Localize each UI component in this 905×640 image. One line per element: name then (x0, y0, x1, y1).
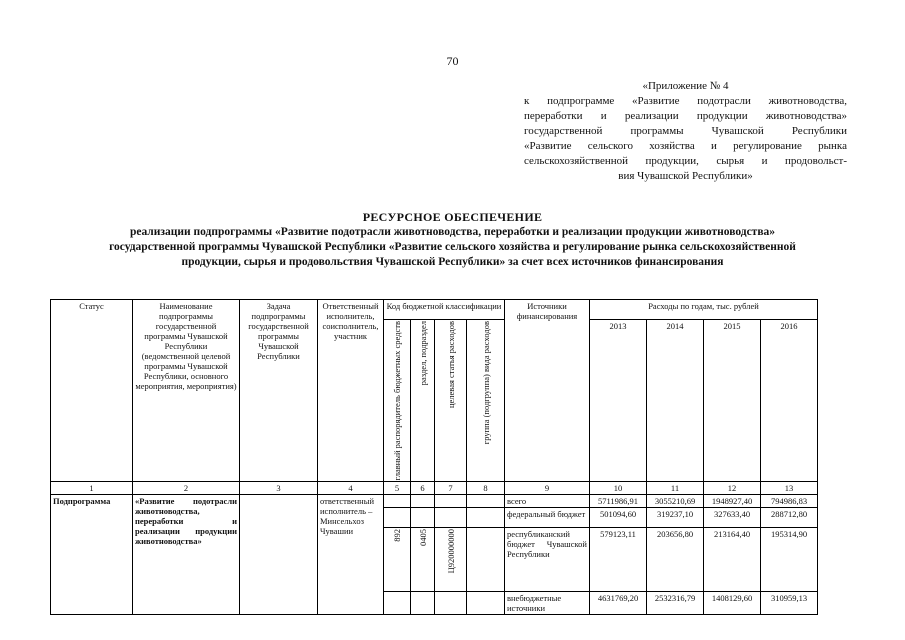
code-cell (411, 592, 435, 615)
source-federal: федеральный бюджет (505, 508, 590, 528)
annex-line-5: «Развитие сельского хозяйства и регулирование рынка (524, 140, 847, 152)
value-cell: 310959,13 (761, 592, 818, 615)
header-section (411, 320, 435, 482)
value-cell: 319237,10 (647, 508, 704, 528)
header-year-2015: 2015 (704, 320, 761, 482)
annex-line-6: сельскохозяйственной продукции, сырья и продовольст- (524, 155, 847, 167)
header-name: Наименование подпрограммы государственной программы Чувашской Республики (ведомственной целевой программы Чувашской Республики, основного мероприятия, мероприятия) (133, 300, 240, 482)
row-name: «Развитие подотрасли животноводства, переработки и реализации продукции животноводства» (133, 495, 240, 615)
value-cell: 288712,80 (761, 508, 818, 528)
value-cell: 1408129,60 (704, 592, 761, 615)
source-total: всего (505, 495, 590, 508)
code-section-value: 0405 (417, 529, 428, 547)
column-number: 3 (240, 482, 318, 495)
header-responsible: Ответственный исполнитель, соисполнитель, участник (318, 300, 384, 482)
value-cell: 5711986,91 (590, 495, 647, 508)
header-grbs-label: главный распорядитель бюджетных средств (392, 321, 402, 481)
code-section (411, 528, 435, 592)
header-target-label: целевая статья расходов (445, 321, 456, 409)
value-cell: 794986,83 (761, 495, 818, 508)
value-cell: 327633,40 (704, 508, 761, 528)
value-cell: 3055210,69 (647, 495, 704, 508)
page-number: 70 (446, 54, 459, 68)
header-grbs (384, 320, 411, 482)
column-number: 9 (505, 482, 590, 495)
code-cell (435, 508, 467, 528)
value-cell: 4631769,20 (590, 592, 647, 615)
row-responsible: ответственный исполнитель – Минсельхоз Чувашии (318, 495, 384, 615)
code-cell (411, 508, 435, 528)
code-cell (384, 508, 411, 528)
code-cell (467, 495, 505, 508)
column-number: 2 (133, 482, 240, 495)
column-number: 5 (384, 482, 411, 495)
source-republic: республиканский бюджет Чувашской Республики (505, 528, 590, 592)
column-number: 11 (647, 482, 704, 495)
code-grbs-value: 892 (392, 529, 402, 543)
resource-table (50, 299, 818, 615)
header-expenses: Расходы по годам, тыс. рублей (590, 300, 818, 320)
column-number-row (51, 482, 818, 495)
code-cell (384, 495, 411, 508)
value-cell: 2532316,79 (647, 592, 704, 615)
value-cell: 213164,40 (704, 528, 761, 592)
annex-line-4: государственной программы Чувашской Республики (524, 125, 847, 137)
header-group-label: группа (подгруппа) вида расходов (480, 321, 491, 445)
annex-line-7: вия Чувашской Республики» (618, 170, 753, 182)
header-year-2016: 2016 (761, 320, 818, 482)
column-number: 7 (435, 482, 467, 495)
title-heading: РЕСУРСНОЕ ОБЕСПЕЧЕНИЕ (362, 210, 543, 224)
row-status: Подпрограмма (51, 495, 133, 615)
header-budget-code: Код бюджетной классификации (384, 300, 505, 320)
title-line-1: реализации подпрограммы «Развитие подотрасли животноводства, переработки и реализации продукции животноводства» (129, 226, 776, 238)
header-section-label: раздел, подраздел (417, 321, 428, 386)
column-number: 4 (318, 482, 384, 495)
source-extrabudgetary: внебюджетные источники (505, 592, 590, 615)
column-number: 1 (51, 482, 133, 495)
code-group (467, 528, 505, 592)
code-cell (467, 592, 505, 615)
value-cell: 203656,80 (647, 528, 704, 592)
column-number: 8 (467, 482, 505, 495)
title-line-3: продукции, сырья и продовольствия Чувашской Республики» за счет всех источников финансирования (181, 256, 724, 268)
code-grbs (384, 528, 411, 592)
header-group (467, 320, 505, 482)
code-cell (411, 495, 435, 508)
annex-line-3: переработки и реализации продукции животноводства» (524, 110, 847, 122)
value-cell: 1948927,40 (704, 495, 761, 508)
code-target-value: Ц920000000 (445, 529, 456, 574)
code-cell (467, 508, 505, 528)
code-cell (435, 592, 467, 615)
header-year-2013: 2013 (590, 320, 647, 482)
code-cell (384, 592, 411, 615)
annex-header (524, 79, 847, 184)
row-task (240, 495, 318, 615)
column-number: 10 (590, 482, 647, 495)
code-cell (435, 495, 467, 508)
value-cell: 579123,11 (590, 528, 647, 592)
column-number: 13 (761, 482, 818, 495)
code-target (435, 528, 467, 592)
header-status: Статус (51, 300, 133, 482)
annex-line-2: к подпрограмме «Развитие подотрасли животноводства, (524, 95, 847, 107)
table-row (51, 495, 818, 508)
document-title (50, 210, 855, 270)
value-cell: 501094,60 (590, 508, 647, 528)
column-number: 6 (411, 482, 435, 495)
header-target (435, 320, 467, 482)
column-number: 12 (704, 482, 761, 495)
header-year-2014: 2014 (647, 320, 704, 482)
header-task: Задача подпрограммы государственной программы Чувашской Республики (240, 300, 318, 482)
annex-line-1: «Приложение № 4 (642, 80, 729, 92)
value-cell: 195314,90 (761, 528, 818, 592)
title-line-2: государственной программы Чувашской Республики «Развитие сельского хозяйства и регулирование рынка сельскохозяйственной (109, 241, 796, 253)
header-sources: Источники финансирования (505, 300, 590, 482)
